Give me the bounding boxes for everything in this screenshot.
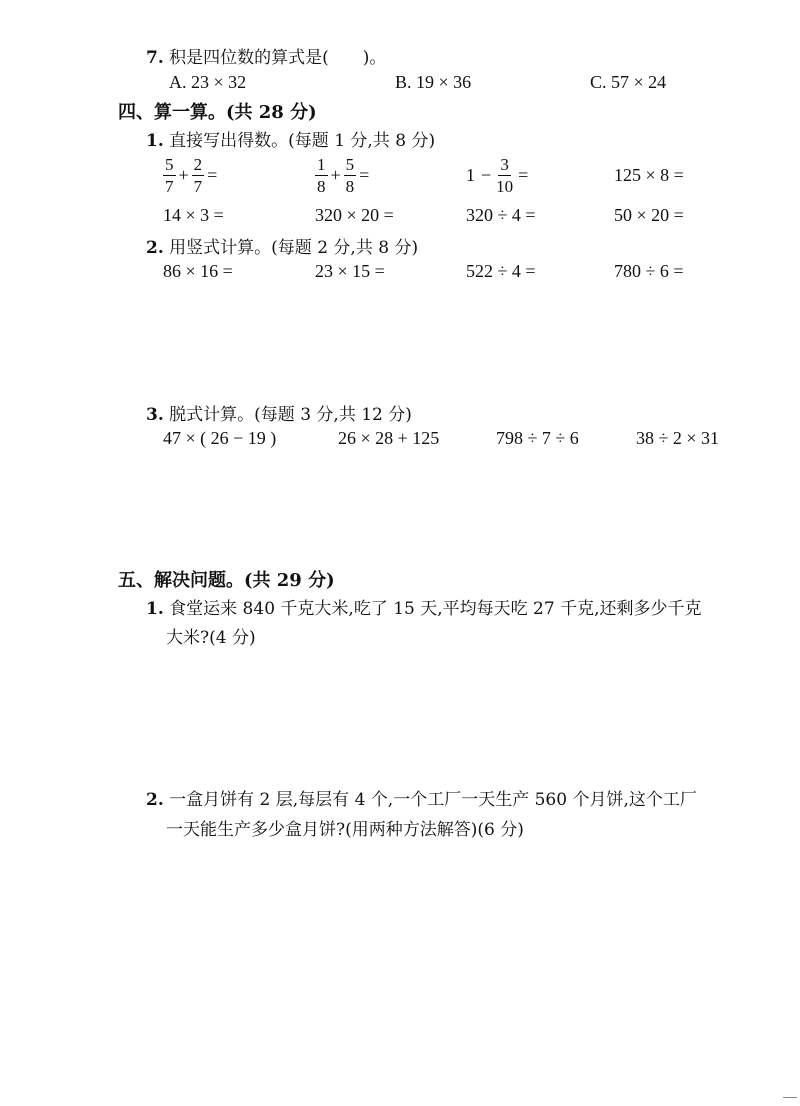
denominator: 7 [165,177,174,196]
section-5-heading [118,566,335,592]
operator: − [481,165,492,185]
numerator: 2 [193,155,203,174]
section-4-heading [118,98,317,124]
problem-4-3-number: 3. [146,405,164,425]
problem-4-2-text: 用竖式计算。(每题 2 分,共 8 分) [169,238,419,258]
expr-4-1-g: 320 ÷ 4 = [466,205,536,225]
expr-4-2-d: 780 ÷ 6 = [614,261,684,281]
whole-number: 1 [466,165,475,185]
question-7-text: 积是四位数的算式是( )。 [169,48,387,68]
operator: + [178,165,189,185]
problem-4-3-heading [146,400,412,425]
numerator: 1 [317,155,326,174]
expr-4-1-b [315,156,372,195]
denominator: 8 [345,177,355,196]
fraction [315,156,328,195]
expr-4-3-a: 47 × ( 26 − 19 ) [163,428,277,448]
operator: + [330,165,341,185]
expr-4-3-b: 26 × 28 + 125 [338,428,440,448]
numerator: 5 [165,155,174,174]
question-7-option-a[interactable]: A. 23 × 32 [169,72,247,92]
margin-mark [783,1097,797,1098]
question-7-option-c[interactable]: C. 57 × 24 [590,72,667,92]
denominator: 10 [496,177,514,196]
fraction [344,156,357,195]
numerator: 5 [345,155,355,174]
numerator: 3 [500,155,509,174]
question-7-stem [146,43,386,68]
expr-4-1-d: 125 × 8 = [614,165,684,185]
fraction [494,156,515,195]
problem-5-1-number: 1. [146,599,164,619]
expr-4-1-f: 320 × 20 = [315,205,394,225]
equals-sign: = [518,165,529,185]
denominator: 7 [193,177,203,196]
expr-4-2-b: 23 × 15 = [315,261,385,281]
problem-4-2-number: 2. [146,238,164,258]
equals-sign: = [207,165,218,185]
question-7-number: 7. [146,48,164,68]
expr-4-1-c [466,156,531,195]
problem-4-3-text: 脱式计算。(每题 3 分,共 12 分) [169,405,412,425]
problem-5-2-line1 [146,785,697,810]
expr-4-1-h: 50 × 20 = [614,205,684,225]
denominator: 8 [317,177,326,196]
expr-4-2-c: 522 ÷ 4 = [466,261,536,281]
fraction [163,156,176,195]
equals-sign: = [359,165,370,185]
expr-4-3-d: 38 ÷ 2 × 31 [636,428,720,448]
section-5-score: (共 29 分) [244,570,335,591]
section-4-score: (共 28 分) [226,102,317,123]
problem-5-1-line1 [146,594,702,619]
fraction [192,156,205,195]
problem-5-1-line2: 大米?(4 分) [166,628,256,648]
problem-4-1-number: 1. [146,131,164,151]
problem-5-2-text: 一盒月饼有 2 层,每层有 4 个,一个工厂一天生产 560 个月饼,这个工厂 [169,790,697,810]
section-5-title: 五、解决问题。 [118,570,244,591]
problem-4-1-heading [146,126,435,151]
problem-4-1-text: 直接写出得数。(每题 1 分,共 8 分) [169,131,436,151]
expr-4-1-a [163,156,220,195]
expr-4-1-e: 14 × 3 = [163,205,224,225]
problem-4-2-heading [146,233,418,258]
section-4-title: 四、算一算。 [118,102,226,123]
problem-5-2-number: 2. [146,790,164,810]
expr-4-2-a: 86 × 16 = [163,261,233,281]
expr-4-3-c: 798 ÷ 7 ÷ 6 [496,428,579,448]
problem-5-2-line2: 一天能生产多少盒月饼?(用两种方法解答)(6 分) [166,820,524,840]
problem-5-1-text: 食堂运来 840 千克大米,吃了 15 天,平均每天吃 27 千克,还剩多少千克 [169,599,702,619]
question-7-option-b[interactable]: B. 19 × 36 [395,72,472,92]
